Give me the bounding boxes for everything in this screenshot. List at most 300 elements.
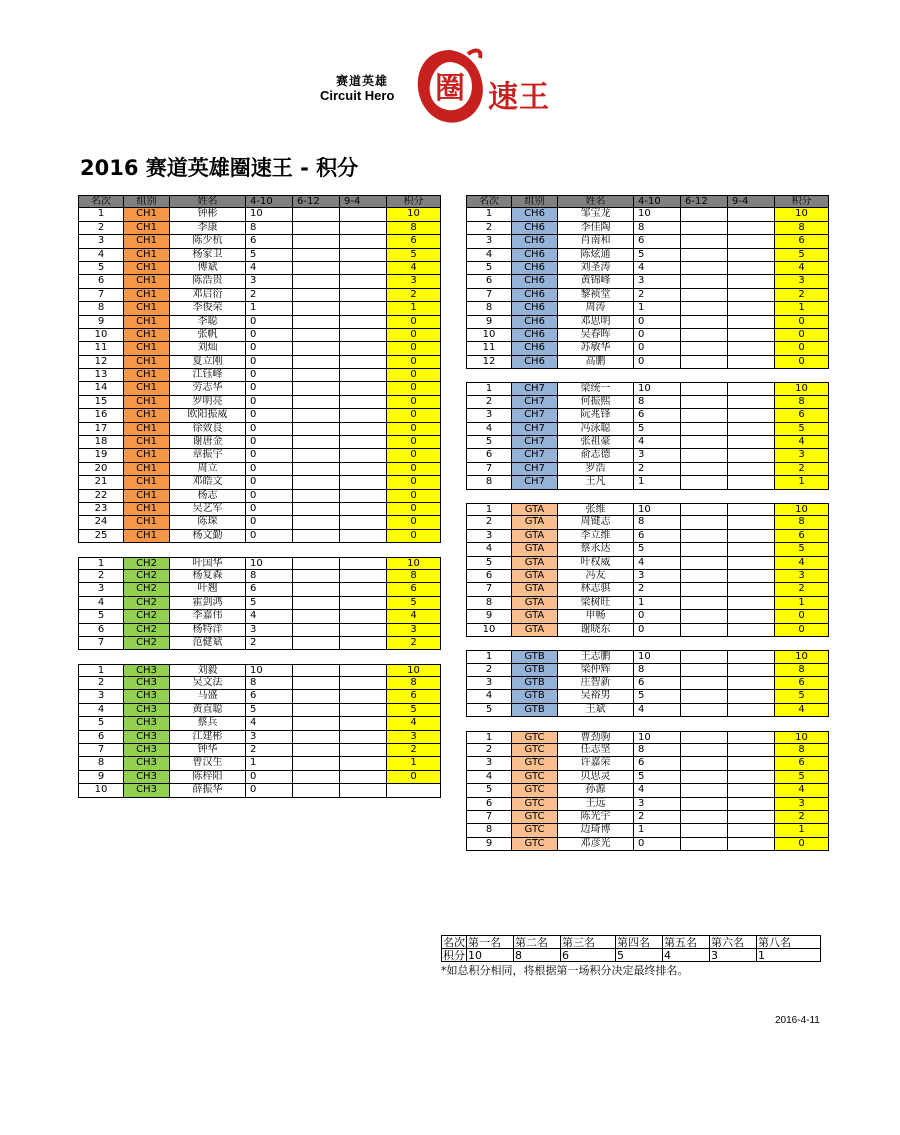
round-6-12-cell [293, 329, 340, 342]
round-4-10-cell: 2 [634, 289, 681, 302]
group-cell: CH3 [124, 771, 170, 784]
group-cell: CH1 [124, 423, 170, 436]
round-4-10-cell: 2 [634, 811, 681, 824]
group-cell: GTB [512, 677, 558, 690]
round-4-10-cell: 3 [246, 731, 293, 744]
round-4-10-cell: 10 [634, 650, 681, 663]
round-4-10-cell: 0 [246, 530, 293, 543]
round-9-4-cell [728, 744, 775, 757]
points-cell: 1 [775, 302, 829, 315]
group-block [78, 208, 441, 543]
points-cell: 0 [387, 342, 441, 355]
round-6-12-cell [293, 222, 340, 235]
points-cell: 8 [387, 570, 441, 583]
round-4-10-cell: 5 [634, 543, 681, 556]
group-cell: CH3 [124, 731, 170, 744]
table-row [466, 650, 829, 663]
name-cell: 欧阳振威 [170, 409, 246, 422]
round-9-4-cell [728, 757, 775, 770]
group-cell: CH2 [124, 637, 170, 650]
rank-cell: 24 [78, 516, 124, 529]
rank-cell: 3 [78, 690, 124, 703]
round-4-10-cell: 4 [634, 784, 681, 797]
round-6-12-cell [293, 516, 340, 529]
group-cell: CH1 [124, 222, 170, 235]
points-scale-cell: 10 [467, 949, 514, 963]
table-row [78, 449, 441, 462]
group-cell: CH1 [124, 289, 170, 302]
table-row [466, 570, 829, 583]
rank-cell: 4 [466, 690, 512, 703]
table-row [78, 476, 441, 489]
name-cell: 梁统一 [558, 382, 634, 395]
name-cell: 夏立刚 [170, 356, 246, 369]
rank-cell: 18 [78, 436, 124, 449]
points-cell: 0 [775, 356, 829, 369]
round-6-12-cell [293, 744, 340, 757]
round-4-10-cell: 6 [634, 235, 681, 248]
round-9-4-cell [340, 235, 387, 248]
points-scale-table [441, 935, 821, 962]
round-4-10-cell: 0 [634, 624, 681, 637]
round-6-12-cell [681, 530, 728, 543]
round-6-12-cell [681, 409, 728, 422]
round-6-12-cell [293, 784, 340, 797]
round-6-12-cell [681, 516, 728, 529]
round-4-10-cell: 10 [246, 557, 293, 570]
group-cell: GTC [512, 824, 558, 837]
round-4-10-cell: 6 [634, 409, 681, 422]
table-row [78, 664, 441, 677]
name-cell: 张祖豪 [558, 436, 634, 449]
points-cell: 3 [775, 798, 829, 811]
points-cell: 6 [775, 409, 829, 422]
round-9-4-cell [728, 235, 775, 248]
rank-cell: 4 [466, 249, 512, 262]
rank-cell: 7 [78, 289, 124, 302]
rank-cell: 11 [466, 342, 512, 355]
round-4-10-cell: 10 [634, 503, 681, 516]
round-4-10-cell: 0 [634, 342, 681, 355]
round-9-4-cell [340, 744, 387, 757]
tie-break-note: *如总积分相同，将根据第一场积分决定最终排名。 [441, 964, 689, 977]
group-cell: GTA [512, 543, 558, 556]
round-6-12-cell [293, 275, 340, 288]
round-4-10-cell: 10 [634, 731, 681, 744]
group-cell: CH2 [124, 570, 170, 583]
rank-cell: 9 [78, 771, 124, 784]
rank-cell: 7 [78, 637, 124, 650]
name-cell: 刘圣涛 [558, 262, 634, 275]
table-row [78, 329, 441, 342]
round-9-4-cell [340, 664, 387, 677]
round-9-4-cell [728, 543, 775, 556]
round-6-12-cell [293, 449, 340, 462]
table-row [466, 423, 829, 436]
points-cell: 10 [775, 650, 829, 663]
group-cell: GTB [512, 704, 558, 717]
round-4-10-cell: 2 [634, 583, 681, 596]
rank-cell: 2 [466, 516, 512, 529]
rank-cell: 3 [466, 235, 512, 248]
column-header: 组别 [124, 196, 170, 208]
round-9-4-cell [340, 356, 387, 369]
round-9-4-cell [728, 262, 775, 275]
name-cell: 周涛 [558, 302, 634, 315]
rank-cell: 5 [78, 610, 124, 623]
round-4-10-cell: 0 [246, 316, 293, 329]
round-4-10-cell: 1 [246, 757, 293, 770]
name-cell: 冯泳聪 [558, 423, 634, 436]
points-cell: 0 [775, 624, 829, 637]
round-6-12-cell [293, 664, 340, 677]
round-9-4-cell [728, 557, 775, 570]
table-row [466, 463, 829, 476]
rank-cell: 9 [466, 838, 512, 851]
round-9-4-cell [340, 302, 387, 315]
round-4-10-cell: 3 [634, 275, 681, 288]
rank-cell: 1 [78, 664, 124, 677]
points-cell: 0 [387, 329, 441, 342]
round-6-12-cell [681, 289, 728, 302]
round-6-12-cell [681, 597, 728, 610]
round-4-10-cell: 3 [634, 798, 681, 811]
round-4-10-cell: 10 [246, 664, 293, 677]
group-cell: CH1 [124, 503, 170, 516]
group-cell: CH1 [124, 262, 170, 275]
round-9-4-cell [340, 757, 387, 770]
group-cell: GTC [512, 757, 558, 770]
points-cell: 4 [387, 262, 441, 275]
points-cell: 3 [387, 275, 441, 288]
name-cell: 高鹏 [558, 356, 634, 369]
column-header: 4-10 [246, 196, 293, 208]
rank-cell: 12 [78, 356, 124, 369]
round-6-12-cell [681, 690, 728, 703]
points-cell: 2 [775, 583, 829, 596]
table-row [78, 409, 441, 422]
round-6-12-cell [681, 476, 728, 489]
rank-cell: 15 [78, 396, 124, 409]
name-cell: 贝思灵 [558, 771, 634, 784]
round-9-4-cell [728, 316, 775, 329]
table-row [78, 302, 441, 315]
round-4-10-cell: 5 [634, 690, 681, 703]
group-cell: CH6 [512, 275, 558, 288]
rank-cell: 2 [466, 222, 512, 235]
rank-cell: 6 [78, 275, 124, 288]
rank-cell: 7 [466, 289, 512, 302]
column-header: 组别 [512, 196, 558, 208]
round-4-10-cell: 0 [634, 329, 681, 342]
table-row [466, 731, 829, 744]
points-cell: 6 [775, 757, 829, 770]
name-cell: 陈光宇 [558, 811, 634, 824]
table-row [466, 503, 829, 516]
group-cell: GTA [512, 557, 558, 570]
name-cell: 蔡永达 [558, 543, 634, 556]
group-cell: CH3 [124, 717, 170, 730]
round-9-4-cell [340, 249, 387, 262]
round-6-12-cell [681, 664, 728, 677]
rank-cell: 7 [466, 811, 512, 824]
round-9-4-cell [340, 275, 387, 288]
round-6-12-cell [681, 208, 728, 221]
round-6-12-cell [681, 543, 728, 556]
logo-brush-circle-icon [410, 44, 490, 130]
round-9-4-cell [728, 798, 775, 811]
round-6-12-cell [681, 731, 728, 744]
points-cell: 2 [387, 637, 441, 650]
round-9-4-cell [728, 249, 775, 262]
round-9-4-cell [340, 677, 387, 690]
group-cell: CH1 [124, 463, 170, 476]
points-cell: 0 [775, 342, 829, 355]
points-cell: 0 [387, 516, 441, 529]
name-cell: 叶国华 [170, 557, 246, 570]
group-cell: CH3 [124, 704, 170, 717]
rank-cell: 3 [78, 235, 124, 248]
name-cell: 陈少杭 [170, 235, 246, 248]
rank-cell: 5 [466, 436, 512, 449]
round-4-10-cell: 4 [246, 610, 293, 623]
points-cell: 0 [387, 409, 441, 422]
rank-cell: 4 [78, 249, 124, 262]
points-cell: 10 [775, 382, 829, 395]
round-9-4-cell [340, 449, 387, 462]
table-row [466, 342, 829, 355]
points-cell: 0 [387, 369, 441, 382]
group-cell: CH7 [512, 449, 558, 462]
name-cell: 李嘉伟 [170, 610, 246, 623]
rank-cell: 3 [466, 677, 512, 690]
rank-cell: 6 [78, 624, 124, 637]
round-9-4-cell [340, 208, 387, 221]
round-4-10-cell: 6 [246, 235, 293, 248]
round-9-4-cell [728, 208, 775, 221]
points-cell: 0 [387, 436, 441, 449]
round-9-4-cell [340, 637, 387, 650]
points-cell: 0 [775, 316, 829, 329]
rank-cell: 6 [466, 275, 512, 288]
points-cell: 3 [387, 624, 441, 637]
round-6-12-cell [293, 409, 340, 422]
table-row [466, 449, 829, 462]
round-9-4-cell [340, 583, 387, 596]
name-cell: 苏敏华 [558, 342, 634, 355]
points-cell: 0 [775, 838, 829, 851]
round-6-12-cell [293, 677, 340, 690]
round-4-10-cell: 0 [246, 503, 293, 516]
group-cell: CH7 [512, 409, 558, 422]
standings-table-right [466, 195, 829, 851]
table-row [78, 637, 441, 650]
round-4-10-cell: 5 [246, 249, 293, 262]
name-cell: 王斌 [558, 704, 634, 717]
round-6-12-cell [293, 704, 340, 717]
name-cell: 邓彦光 [558, 838, 634, 851]
points-cell: 5 [387, 597, 441, 610]
round-4-10-cell: 8 [634, 516, 681, 529]
round-6-12-cell [681, 757, 728, 770]
rank-cell: 20 [78, 463, 124, 476]
table-row [466, 356, 829, 369]
name-cell: 马盛 [170, 690, 246, 703]
round-6-12-cell [681, 235, 728, 248]
round-4-10-cell: 0 [246, 449, 293, 462]
points-cell: 0 [775, 329, 829, 342]
round-4-10-cell: 1 [634, 302, 681, 315]
name-cell: 陈浩贵 [170, 275, 246, 288]
round-9-4-cell [340, 717, 387, 730]
rank-cell: 1 [466, 731, 512, 744]
points-cell: 4 [775, 262, 829, 275]
round-4-10-cell: 5 [634, 423, 681, 436]
round-4-10-cell: 5 [634, 771, 681, 784]
group-block [78, 557, 441, 651]
points-cell: 1 [775, 824, 829, 837]
round-9-4-cell [728, 449, 775, 462]
table-row [466, 262, 829, 275]
points-cell: 8 [775, 396, 829, 409]
round-6-12-cell [681, 423, 728, 436]
round-6-12-cell [293, 637, 340, 650]
round-9-4-cell [728, 570, 775, 583]
round-6-12-cell [293, 597, 340, 610]
table-row [466, 249, 829, 262]
table-row [78, 275, 441, 288]
round-9-4-cell [728, 436, 775, 449]
name-cell: 叶翘 [170, 583, 246, 596]
points-cell: 10 [775, 503, 829, 516]
round-4-10-cell: 0 [246, 771, 293, 784]
round-6-12-cell [681, 704, 728, 717]
group-cell: CH1 [124, 329, 170, 342]
group-cell: CH1 [124, 369, 170, 382]
table-row [466, 208, 829, 221]
name-cell: 陈炫通 [558, 249, 634, 262]
table-row [78, 624, 441, 637]
round-4-10-cell: 4 [634, 262, 681, 275]
name-cell: 梁仲辉 [558, 664, 634, 677]
name-cell: 任志坚 [558, 744, 634, 757]
name-cell: 周键志 [558, 516, 634, 529]
round-4-10-cell: 2 [634, 463, 681, 476]
name-cell: 张维 [558, 503, 634, 516]
group-cell: CH3 [124, 757, 170, 770]
round-4-10-cell: 0 [246, 369, 293, 382]
round-9-4-cell [340, 329, 387, 342]
group-cell: CH1 [124, 208, 170, 221]
round-4-10-cell: 0 [246, 516, 293, 529]
group-cell: CH3 [124, 690, 170, 703]
points-cell: 4 [775, 436, 829, 449]
name-cell: 邹宝龙 [558, 208, 634, 221]
round-4-10-cell: 8 [246, 677, 293, 690]
group-cell: CH1 [124, 436, 170, 449]
rank-cell: 9 [466, 316, 512, 329]
table-row [78, 262, 441, 275]
table-row [466, 583, 829, 596]
round-6-12-cell [293, 530, 340, 543]
table-row [466, 316, 829, 329]
round-4-10-cell: 4 [634, 704, 681, 717]
round-4-10-cell: 0 [634, 316, 681, 329]
round-6-12-cell [293, 583, 340, 596]
round-9-4-cell [728, 356, 775, 369]
round-4-10-cell: 3 [246, 275, 293, 288]
round-9-4-cell [340, 369, 387, 382]
round-4-10-cell: 1 [634, 824, 681, 837]
round-4-10-cell: 0 [246, 382, 293, 395]
table-row [466, 838, 829, 851]
name-cell: 黎祯堂 [558, 289, 634, 302]
round-9-4-cell [340, 463, 387, 476]
page-title: 2016 赛道英雄圈速王 - 积分 [80, 156, 359, 180]
table-row [466, 744, 829, 757]
rank-cell: 1 [466, 382, 512, 395]
name-cell: 肖南和 [558, 235, 634, 248]
points-cell: 3 [775, 275, 829, 288]
round-9-4-cell [340, 557, 387, 570]
name-cell: 李佳陶 [558, 222, 634, 235]
name-cell: 王志鹏 [558, 650, 634, 663]
round-4-10-cell: 8 [246, 222, 293, 235]
rank-cell: 3 [466, 757, 512, 770]
group-cell: CH1 [124, 409, 170, 422]
group-cell: CH1 [124, 302, 170, 315]
rank-cell: 22 [78, 490, 124, 503]
points-cell: 8 [775, 516, 829, 529]
name-cell: 杨特洋 [170, 624, 246, 637]
round-6-12-cell [293, 208, 340, 221]
round-4-10-cell: 0 [246, 342, 293, 355]
points-cell: 0 [775, 610, 829, 623]
name-cell: 孙源 [558, 784, 634, 797]
round-9-4-cell [728, 704, 775, 717]
round-9-4-cell [728, 597, 775, 610]
group-cell: GTA [512, 516, 558, 529]
round-9-4-cell [340, 516, 387, 529]
round-6-12-cell [681, 583, 728, 596]
name-cell: 章振宇 [170, 449, 246, 462]
table-row [78, 530, 441, 543]
round-6-12-cell [681, 677, 728, 690]
round-6-12-cell [681, 811, 728, 824]
round-9-4-cell [340, 530, 387, 543]
round-9-4-cell [728, 302, 775, 315]
round-6-12-cell [681, 784, 728, 797]
round-9-4-cell [728, 503, 775, 516]
round-4-10-cell: 5 [246, 704, 293, 717]
points-cell: 10 [387, 664, 441, 677]
round-6-12-cell [681, 771, 728, 784]
points-cell: 5 [775, 690, 829, 703]
round-9-4-cell [340, 731, 387, 744]
name-cell: 何振熙 [558, 396, 634, 409]
round-6-12-cell [681, 275, 728, 288]
points-cell: 6 [387, 235, 441, 248]
round-9-4-cell [728, 583, 775, 596]
svg-text:圈: 圈 [435, 71, 465, 106]
round-9-4-cell [340, 597, 387, 610]
table-row [78, 516, 441, 529]
table-row [466, 624, 829, 637]
rank-cell: 8 [466, 597, 512, 610]
column-header: 9-4 [340, 196, 387, 208]
round-4-10-cell: 0 [246, 490, 293, 503]
group-cell: GTB [512, 690, 558, 703]
